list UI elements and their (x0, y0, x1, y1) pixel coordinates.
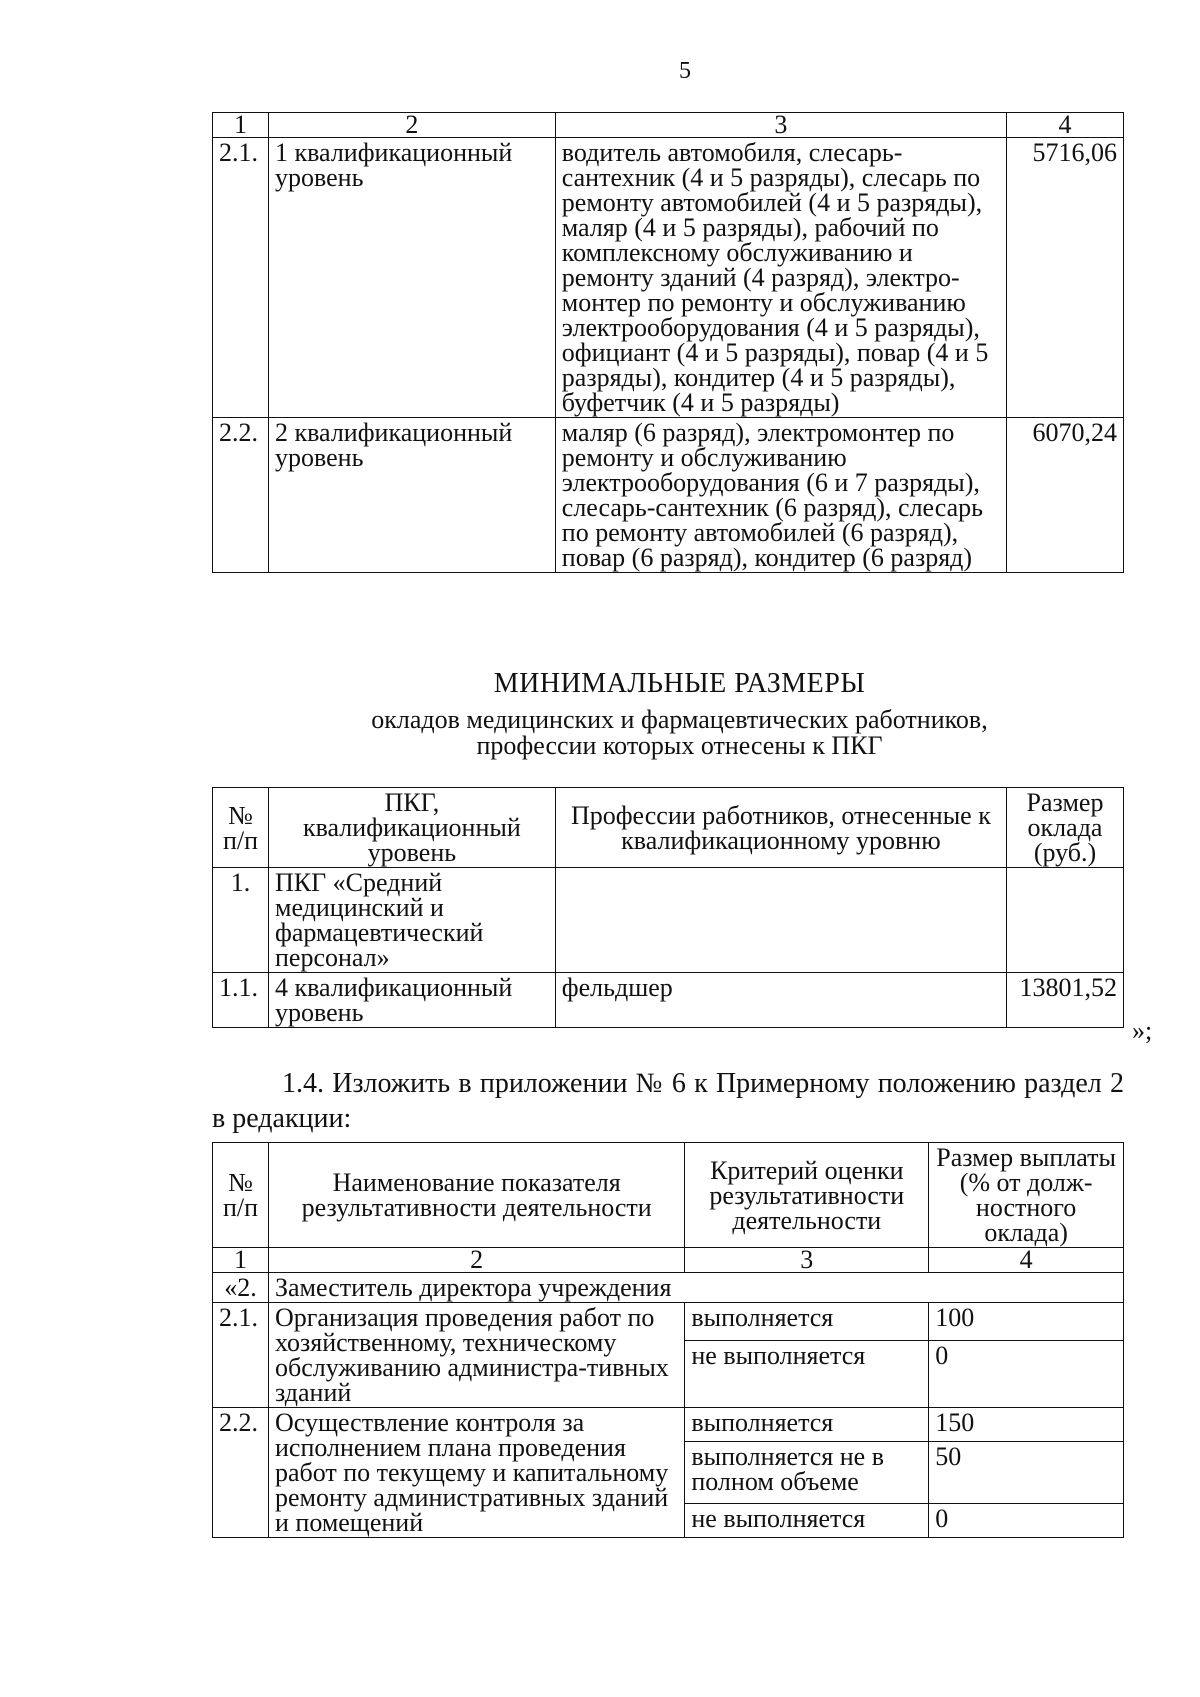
col-number: 3 (685, 1248, 929, 1273)
row-number: 2.2. (213, 1408, 269, 1538)
salary-value: 5716,06 (1007, 138, 1124, 418)
criterion: выполняется (685, 1303, 929, 1341)
page-number: 5 (679, 58, 691, 84)
column-number-row (213, 113, 1124, 138)
header-num: № п/п (213, 788, 269, 868)
criterion: не выполняется (685, 1341, 929, 1408)
indicator-name: Осуществление контроля за исполнением плана проведения работ по текущему и капитальному ремонту административных зданий и помещений (268, 1408, 684, 1538)
closing-quote: »; (1132, 1016, 1153, 1045)
table-header-row (213, 788, 1124, 868)
salary-value: 6070,24 (1007, 418, 1124, 573)
row-number: 1. (213, 868, 269, 973)
header-payment: Размер выплаты (% от долж-ностного оклада) (929, 1143, 1124, 1248)
header-salary: Размер оклада (руб.) (1007, 788, 1124, 868)
row-number: 1.1. (213, 973, 269, 1028)
header-num: № п/п (213, 1143, 269, 1248)
salary-table-workers (212, 112, 1124, 573)
qualification-group: ПКГ «Средний медицинский и фармацевтический персонал» (268, 868, 555, 973)
table-row (213, 973, 1124, 1028)
table-row (213, 1303, 1124, 1341)
salary-table-medical (212, 787, 1124, 1028)
table-row (213, 1408, 1124, 1442)
subtitle-line: окладов медицинских и фармацевтических работников, (371, 705, 988, 734)
performance-indicators-table (212, 1142, 1124, 1538)
header-level: ПКГ, квалификационный уровень (268, 788, 555, 868)
col-number: 2 (268, 1248, 684, 1273)
section-subtitle (212, 707, 1147, 759)
header-professions: Профессии работников, отнесенные к квалификационному уровню (555, 788, 1006, 868)
subtitle-line: профессии которых отнесены к ПКГ (476, 731, 883, 760)
header-indicator: Наименование показателя результативности деятельности (268, 1143, 684, 1248)
salary-value (1007, 868, 1124, 973)
professions-list: фельдшер (555, 973, 1006, 1028)
section-row (213, 1273, 1124, 1303)
table-row (213, 868, 1124, 973)
section-title: Заместитель директора учреждения (268, 1273, 1123, 1303)
section-number: «2. (213, 1273, 269, 1303)
payment-value: 0 (929, 1504, 1124, 1538)
professions-list: маляр (6 разряд), электромонтер по ремонту и обслуживанию электрооборудования (6 и 7 разряды), слесарь-сантехник (6 разряд), слесарь по ремонту автомобилей (6 разряд), повар (6 разряд), кондитер (6 разряд) (555, 418, 1006, 573)
payment-value: 50 (929, 1441, 1124, 1503)
payment-value: 0 (929, 1341, 1124, 1408)
professions-list (555, 868, 1006, 973)
col-number: 1 (213, 113, 269, 138)
qualification-level: 2 квалификационный уровень (268, 418, 555, 573)
professions-list: водитель автомобиля, слесарь-сантехник (4 и 5 разряды), слесарь по ремонту автомобилей (4 и 5 разряды), маляр (4 и 5 разряды), рабочий по комплексному обслуживанию и ремонту зданий (4 разряд), электро-монтер по ремонту и обслуживанию электрооборудования (4 и 5 разряды), официант (4 и 5 разряды), повар (4 и 5 разряды), кондитер (4 и 5 разряды), буфетчик (4 и 5 разряды) (555, 138, 1006, 418)
paragraph-1-4: 1.4. Изложить в приложении № 6 к Примерному положению раздел 2 в редакции: (212, 1068, 1124, 1134)
col-number: 4 (1007, 113, 1124, 138)
qualification-level: 1 квалификационный уровень (268, 138, 555, 418)
column-number-row (213, 1248, 1124, 1273)
table-row (213, 138, 1124, 418)
header-criterion: Критерий оценки результативности деятельности (685, 1143, 929, 1248)
section-title: МИНИМАЛЬНЫЕ РАЗМЕРЫ (493, 668, 866, 699)
col-number: 4 (929, 1248, 1124, 1273)
row-number: 2.1. (213, 138, 269, 418)
row-number: 2.1. (213, 1303, 269, 1408)
salary-value: 13801,52 (1007, 973, 1124, 1028)
indicator-name: Организация проведения работ по хозяйственному, техническому обслуживанию администра-тивных зданий (268, 1303, 684, 1408)
row-number: 2.2. (213, 418, 269, 573)
payment-value: 100 (929, 1303, 1124, 1341)
table-header-row (213, 1143, 1124, 1248)
payment-value: 150 (929, 1408, 1124, 1442)
qualification-level: 4 квалификационный уровень (268, 973, 555, 1028)
col-number: 3 (555, 113, 1006, 138)
col-number: 2 (268, 113, 555, 138)
table-row (213, 418, 1124, 573)
criterion: не выполняется (685, 1504, 929, 1538)
col-number: 1 (213, 1248, 269, 1273)
criterion: выполняется (685, 1408, 929, 1442)
criterion: выполняется не в полном объеме (685, 1441, 929, 1503)
